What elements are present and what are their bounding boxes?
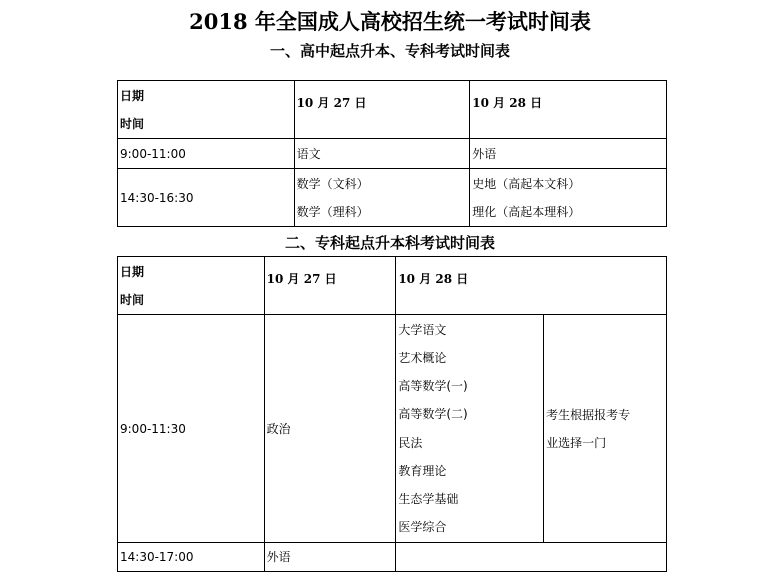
section2-heading: 二、专科起点升本科考试时间表 [284,234,495,252]
table-header-row [118,81,667,139]
table-row [118,543,667,572]
subject-cell [396,543,667,572]
schedule-table-2 [117,256,667,572]
page-title: 2018 年全国成人高校招生统一考试时间表 [189,9,591,34]
subject-cell [294,169,470,227]
date-header-day1: 10 月 27 日 [294,81,470,139]
list-item: 医学综合 [398,520,447,535]
time-cell: 9:00-11:30 [118,315,265,543]
corner-date-label: 日期 [120,264,145,279]
list-item: 教育理论 [398,463,447,478]
subject-item: 数学（理科） [296,204,369,219]
table-header-row [118,257,667,315]
time-cell: 14:30-17:00 [118,543,265,572]
subject-item: 史地（高起本文科） [472,176,581,191]
time-cell: 9:00-11:00 [118,139,295,169]
list-item: 艺术概论 [398,350,447,365]
date-header-day2: 10 月 28 日 [396,257,667,315]
list-item: 民法 [398,435,423,450]
subject-item: 理化（高起本理科） [472,204,581,219]
note-line: 业选择一门 [546,435,607,450]
schedule-table-1 [117,80,667,227]
list-item: 大学语文 [398,322,447,337]
table-row [118,315,667,543]
corner-cell [118,81,295,139]
table-row [118,139,667,169]
subject-cell: 外语 [264,543,396,572]
list-item: 生态学基础 [398,491,459,506]
list-item: 高等数学(一) [398,379,468,394]
subject-cell [470,169,667,227]
selection-note [544,315,667,543]
subject-cell: 外语 [470,139,667,169]
corner-time-label: 时间 [120,116,145,131]
corner-cell [118,257,265,315]
date-header-day2: 10 月 28 日 [470,81,667,139]
note-line: 考生根据报考专 [546,407,631,422]
subject-item: 数学（文科） [296,176,369,191]
section1-heading: 一、高中起点升本、专科考试时间表 [269,42,510,60]
date-header-day1: 10 月 27 日 [264,257,396,315]
corner-date-label: 日期 [120,88,145,103]
table-row [118,169,667,227]
time-cell: 14:30-16:30 [118,169,295,227]
corner-time-label: 时间 [120,292,145,307]
subject-cell: 语文 [294,139,470,169]
list-item: 高等数学(二) [398,407,468,422]
subject-cell: 政治 [264,315,396,543]
elective-subject-list [396,315,544,543]
